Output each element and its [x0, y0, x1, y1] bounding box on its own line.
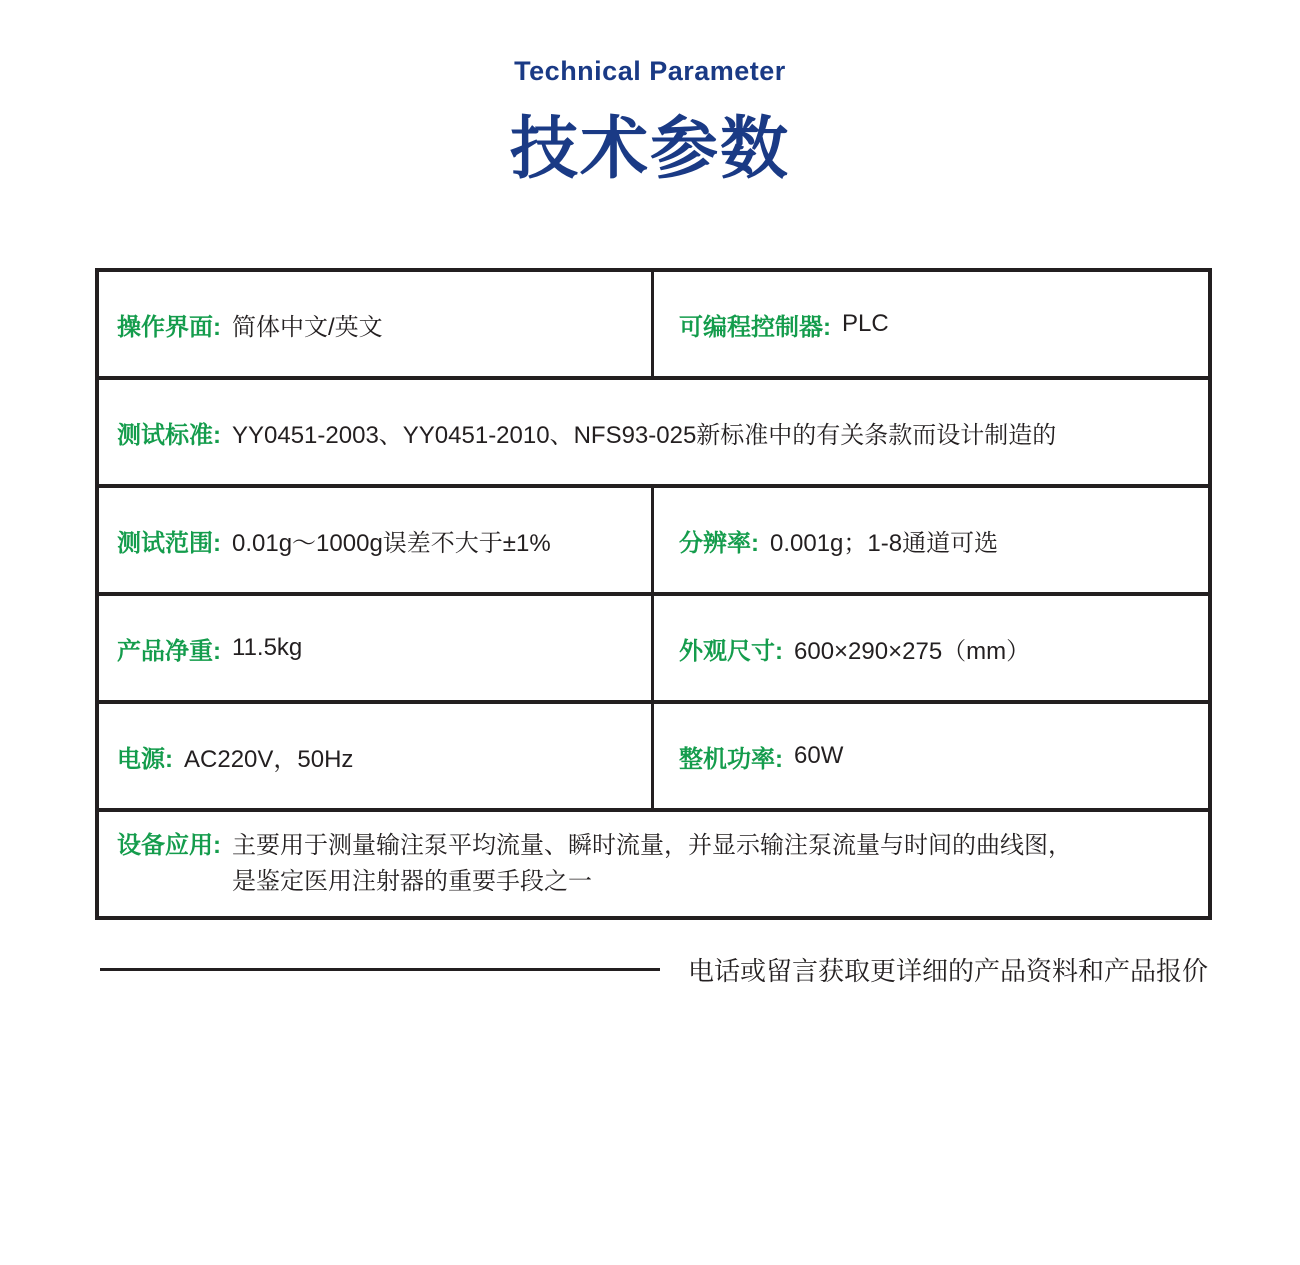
cell-label: 可编程控制器:: [679, 313, 831, 341]
cell-value: [232, 828, 1072, 900]
cell-value: 11.5kg: [232, 634, 303, 661]
cell-value: 0.01g～1000g误差不大于±1%: [232, 529, 551, 557]
table-cell-total-power: [651, 704, 1208, 808]
cell-value-line-2: 是鉴定医用注射器的重要手段之一: [232, 868, 592, 895]
footer: [100, 951, 1300, 988]
page-title: 技术参数: [509, 111, 790, 187]
cell-label: 整机功率:: [679, 745, 783, 773]
cell-label: 外观尺寸:: [679, 637, 783, 665]
cell-value: YY0451-2003、YY0451-2010、NFS93-025新标准中的有关条款而设计制造的: [232, 421, 1057, 449]
table-cell-test-range: [99, 488, 651, 592]
cell-value: PLC: [842, 310, 889, 337]
spec-table: [95, 268, 1212, 920]
table-cell-application: [99, 812, 1208, 916]
cell-label: 产品净重:: [117, 637, 221, 665]
table-row: [99, 700, 1208, 808]
cell-value: 0.001g；1-8通道可选: [770, 529, 999, 557]
table-row: [99, 808, 1208, 916]
table-cell-power-supply: [99, 704, 651, 808]
header: [0, 0, 1300, 192]
cell-value: 简体中文/英文: [232, 313, 383, 341]
table-cell-resolution: [651, 488, 1208, 592]
table-cell-plc-controller: [651, 272, 1208, 376]
cell-value: AC220V，50Hz: [184, 745, 354, 773]
cell-label: 分辨率:: [679, 529, 759, 557]
cell-label: 操作界面:: [117, 313, 221, 341]
table-cell-dimensions: [651, 596, 1208, 700]
cell-label: 设备应用:: [117, 832, 221, 859]
table-row: [99, 592, 1208, 700]
table-cell-net-weight: [99, 596, 651, 700]
cell-label: 测试范围:: [117, 529, 221, 557]
label-value-pair: [117, 828, 1072, 900]
table-cell-operation-interface: [99, 272, 651, 376]
divider-line: [100, 968, 660, 971]
cell-label: 测试标准:: [117, 421, 221, 449]
cell-label: 电源:: [117, 745, 173, 773]
cell-value: 60W: [794, 742, 844, 769]
footer-note: 电话或留言获取更详细的产品资料和产品报价: [688, 956, 1209, 986]
table-cell-test-standard: [99, 380, 1208, 484]
subtitle-en: Technical Parameter: [514, 56, 786, 86]
table-row: [99, 376, 1208, 484]
table-row: [99, 484, 1208, 592]
table-row: [99, 272, 1208, 376]
cell-value-line-1: 主要用于测量输注泵平均流量、瞬时流量，并显示输注泵流量与时间的曲线图，: [232, 832, 1072, 859]
cell-value: 600×290×275（mm）: [794, 637, 1031, 665]
